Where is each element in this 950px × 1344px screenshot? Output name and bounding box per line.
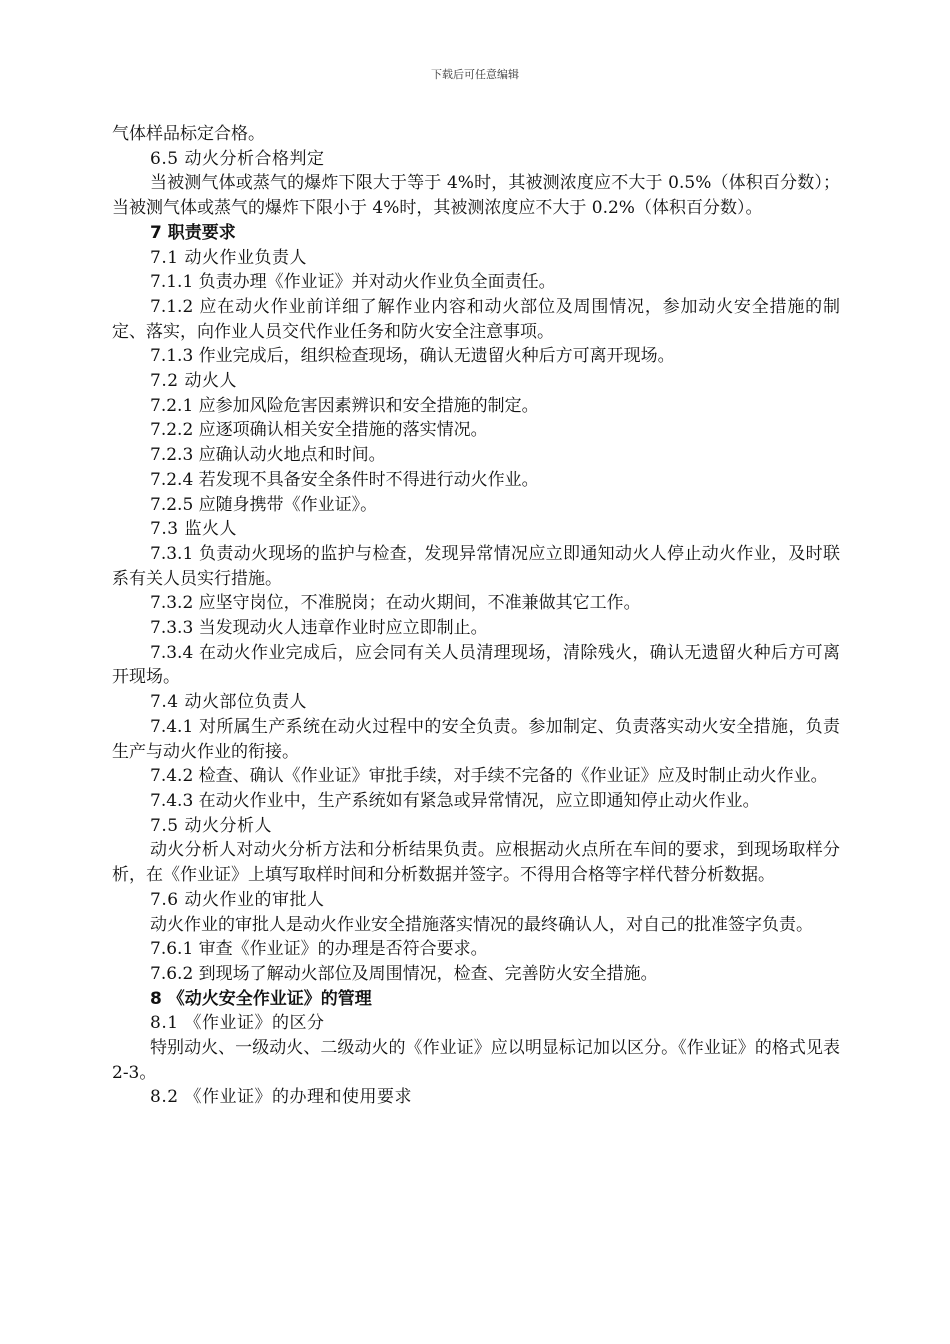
subsection-heading: 7.4 动火部位负责人 <box>150 692 307 713</box>
paragraph: 7.2.3 应确认动火地点和时间。 <box>150 445 386 466</box>
subsection-heading: 7.1 动火作业负责人 <box>150 247 307 268</box>
paragraph: 7.4.1 对所属生产系统在动火过程中的安全负责。参加制定、负责落实动火安全措施，负责生产与动火作业的衔接。 <box>112 716 840 762</box>
subsection-heading: 8.2 《作业证》的办理和使用要求 <box>150 1087 412 1108</box>
subsection-heading: 7.2 动火人 <box>150 371 237 392</box>
paragraph: 7.2.2 应逐项确认相关安全措施的落实情况。 <box>150 420 488 441</box>
section-heading: 7 职责要求 <box>150 222 236 243</box>
paragraph: 7.1.1 负责办理《作业证》并对动火作业负全面责任。 <box>150 272 556 293</box>
subsection-heading: 6.5 动火分析合格判定 <box>150 148 325 169</box>
document-body <box>112 122 840 1110</box>
subsection-heading: 8.1 《作业证》的区分 <box>150 1013 325 1034</box>
section-heading: 8 《动火安全作业证》的管理 <box>150 988 372 1009</box>
paragraph: 7.2.4 若发现不具备安全条件时不得进行动火作业。 <box>150 469 539 490</box>
paragraph: 动火分析人对动火分析方法和分析结果负责。应根据动火点所在车间的要求，到现场取样分析，在《作业证》上填写取样时间和分析数据并签字。不得用合格等字样代替分析数据。 <box>112 840 840 886</box>
subsection-heading: 7.3 监火人 <box>150 519 237 540</box>
paragraph: 动火作业的审批人是动火作业安全措施落实情况的最终确认人，对自己的批准签字负责。 <box>150 914 813 935</box>
paragraph: 7.1.3 作业完成后，组织检查现场，确认无遗留火种后方可离开现场。 <box>150 346 675 367</box>
paragraph: 7.3.2 应坚守岗位，不准脱岗；在动火期间，不准兼做其它工作。 <box>150 593 641 614</box>
paragraph: 7.3.3 当发现动火人违章作业时应立即制止。 <box>150 618 488 639</box>
paragraph: 7.2.1 应参加风险危害因素辨识和安全措施的制定。 <box>150 395 539 416</box>
paragraph: 7.4.3 在动火作业中，生产系统如有紧急或异常情况，应立即通知停止动火作业。 <box>150 790 760 811</box>
subsection-heading: 7.6 动火作业的审批人 <box>150 889 325 910</box>
paragraph: 7.2.5 应随身携带《作业证》。 <box>150 494 378 515</box>
paragraph: 7.3.1 负责动火现场的监护与检查，发现异常情况应立即通知动火人停止动火作业，及时联系有关人员实行措施。 <box>112 543 840 589</box>
header-note: 下载后可任意编辑 <box>431 68 519 81</box>
paragraph: 气体样品标定合格。 <box>112 124 265 144</box>
paragraph: 特别动火、一级动火、二级动火的《作业证》应以明显标记加以区分。《作业证》的格式见表 2-3。 <box>112 1038 840 1083</box>
paragraph: 当被测气体或蒸气的爆炸下限大于等于 4%时，其被测浓度应不大于 0.5%（体积百分数）；当被测气体或蒸气的爆炸下限小于 4%时，其被测浓度应不大于 0.2%（体积百分数）。 <box>112 173 840 219</box>
subsection-heading: 7.5 动火分析人 <box>150 815 272 836</box>
paragraph: 7.4.2 检查、确认《作业证》审批手续，对手续不完备的《作业证》应及时制止动火作业。 <box>150 766 828 787</box>
paragraph: 7.3.4 在动火作业完成后，应会同有关人员清理现场，清除残火，确认无遗留火种后方可离开现场。 <box>112 642 840 688</box>
paragraph: 7.1.2 应在动火作业前详细了解作业内容和动火部位及周围情况，参加动火安全措施的制定、落实，向作业人员交代作业任务和防火安全注意事项。 <box>112 296 840 342</box>
paragraph: 7.6.2 到现场了解动火部位及周围情况，检查、完善防火安全措施。 <box>150 963 658 984</box>
paragraph: 7.6.1 审查《作业证》的办理是否符合要求。 <box>150 939 488 960</box>
